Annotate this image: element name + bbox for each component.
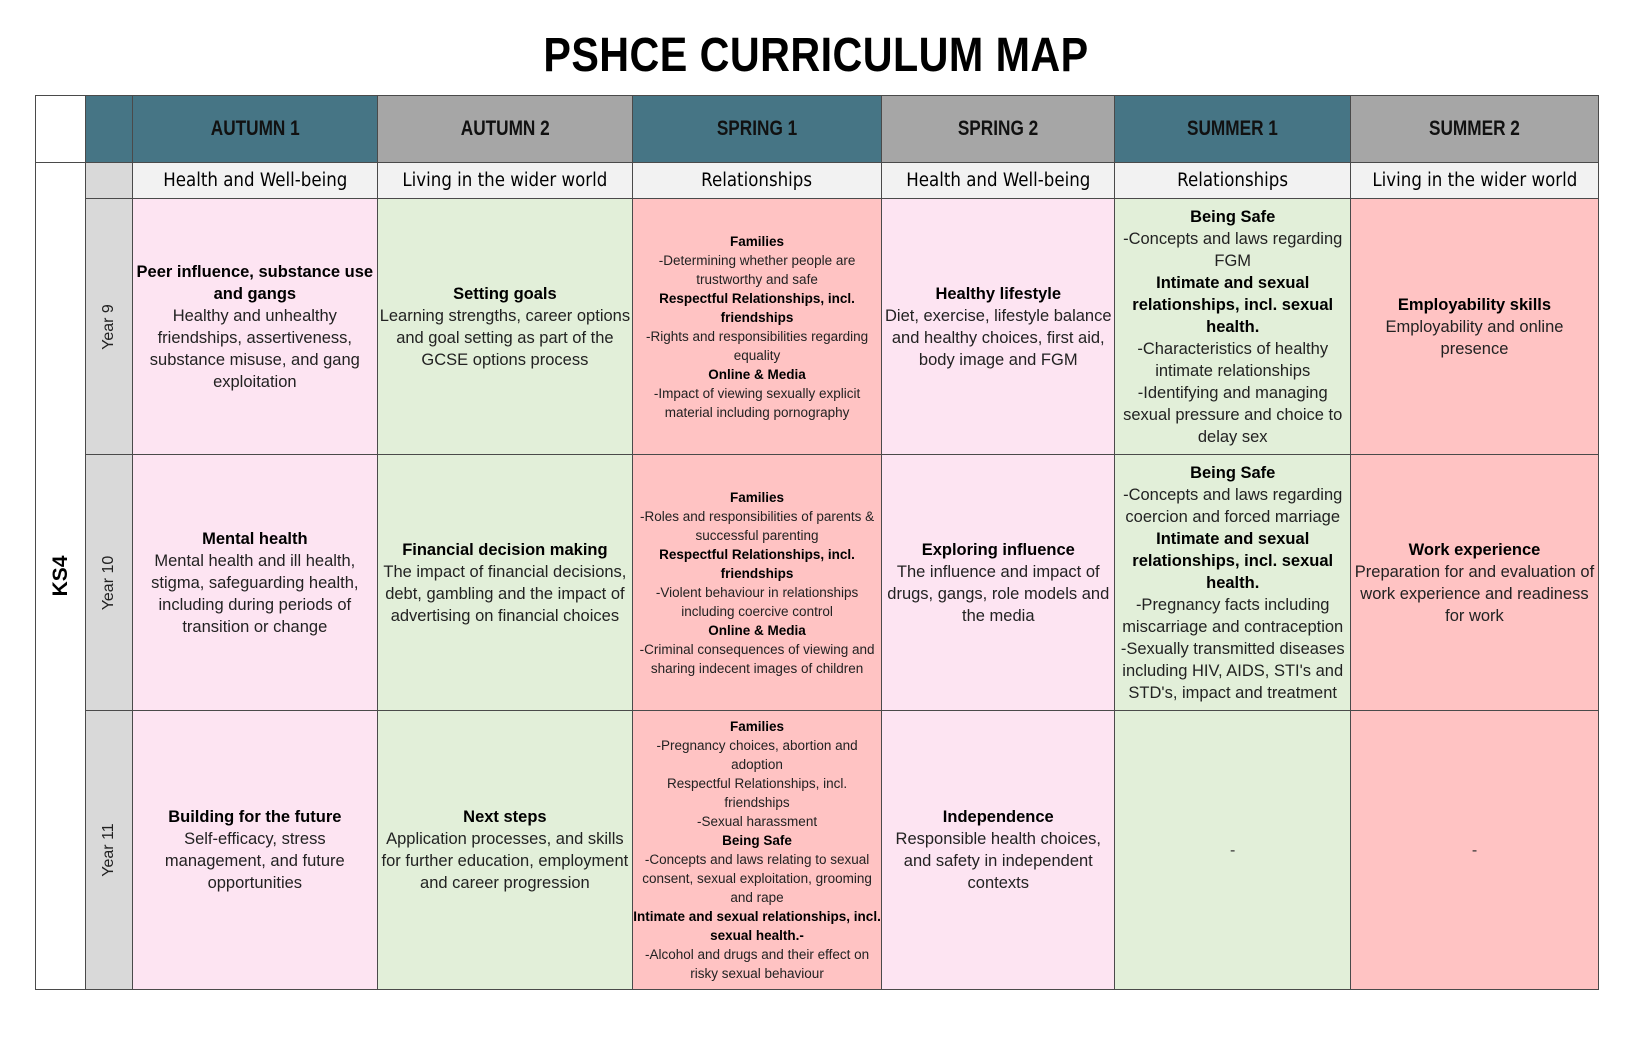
topic-line: -Determining whether people are trustworthy and safe <box>658 252 856 287</box>
y10-autumn-2: Financial decision making The impact of financial decisions, debt, gambling and the impact of advertising on financial choices <box>377 455 632 711</box>
y9-autumn-1: Peer influence, substance use and gangs Healthy and unhealthy friendships, assertiveness, substance misuse, and gang exploitation <box>132 199 377 455</box>
y10-spring-2: Exploring influence The influence and impact of drugs, gangs, role models and the media <box>882 455 1115 711</box>
y10-spring-1 <box>633 455 882 711</box>
topic-heading: Intimate and sexual relationships, incl. sexual health.- <box>633 909 881 943</box>
topic-heading: Families <box>730 233 785 249</box>
y11-autumn-1: Building for the future Self-efficacy, stress management, and future opportunities <box>132 711 377 990</box>
y9-spring-1 <box>633 199 882 455</box>
y10-summer-1 <box>1115 455 1350 711</box>
topic-line: Respectful Relationships, incl. friendships <box>667 776 848 810</box>
y9-summer-2: Employability skills Employability and online presence <box>1350 199 1598 455</box>
topic-line: -Violent behaviour in relationships including coercive control <box>655 584 859 619</box>
year-10-row <box>36 455 1599 711</box>
year-9-row <box>36 199 1599 455</box>
key-stage-label: KS4 <box>36 163 86 990</box>
y10-summer-2: Work experience Preparation for and evaluation of work experience and readiness for work <box>1350 455 1598 711</box>
topic-line: -Roles and responsibilities of parents & successful parenting <box>639 508 875 543</box>
y11-summer-1 <box>1115 711 1350 990</box>
topic-heading: Respectful Relationships, incl. friendships <box>659 546 855 581</box>
topic-line: -Characteristics of healthy intimate relationships <box>1137 339 1329 380</box>
topic-line: -Impact of viewing sexually explicit material including pornography <box>653 385 861 420</box>
y11-autumn-2: Next steps Application processes, and skills for further education, employment and career progression <box>377 711 632 990</box>
topic-line: -Sexual harassment <box>697 814 818 829</box>
topic-line: -Sexually transmitted diseases including HIV, AIDS, STI's and STD's, impact and treatment <box>1120 639 1345 702</box>
term-header-row <box>36 96 1599 163</box>
y9-autumn-2: Setting goals Learning strengths, career options and goal setting as part of the GCSE options process <box>377 199 632 455</box>
y10-autumn-1: Mental health Mental health and ill health, stigma, safeguarding health, including during periods of transition or change <box>132 455 377 711</box>
term-autumn-2: AUTUMN 2 <box>377 96 632 163</box>
page-title: PSHCE CURRICULUM MAP <box>543 29 1089 82</box>
theme-autumn-2: Living in the wider world <box>377 163 632 199</box>
theme-summer-2: Living in the wider world <box>1350 163 1598 199</box>
topic-line: -Pregnancy facts including miscarriage and contraception <box>1122 595 1344 636</box>
empty-placeholder: - <box>1230 841 1236 859</box>
empty-placeholder: - <box>1471 841 1478 859</box>
topic-heading: Online & Media <box>708 366 806 382</box>
term-autumn-1: AUTUMN 1 <box>132 96 377 163</box>
topic-heading: Being Safe <box>1190 463 1276 482</box>
y9-summer-1 <box>1115 199 1350 455</box>
theme-spacer <box>86 163 133 199</box>
term-summer-1: SUMMER 1 <box>1115 96 1350 163</box>
topic-heading: Online & Media <box>708 622 806 638</box>
topic-heading: Intimate and sexual relationships, incl. sexual health. <box>1132 529 1334 592</box>
curriculum-table <box>35 95 1599 990</box>
year-11-row <box>36 711 1599 990</box>
topic-heading: Families <box>730 489 785 505</box>
corner-cell <box>36 96 86 163</box>
topic-line: -Alcohol and drugs and their effect on risky sexual behaviour <box>644 947 870 981</box>
theme-autumn-1: Health and Well-being <box>132 163 377 199</box>
y11-summer-2 <box>1350 711 1598 990</box>
topic-heading: Intimate and sexual relationships, incl. sexual health. <box>1132 273 1334 336</box>
topic-line: -Pregnancy choices, abortion and adoption <box>656 738 858 772</box>
topic-line: -Rights and responsibilities regarding equality <box>645 328 869 363</box>
theme-summer-1: Relationships <box>1115 163 1350 199</box>
y11-spring-1 <box>633 711 882 990</box>
topic-heading: Respectful Relationships, incl. friendships <box>659 290 855 325</box>
year-label: Year 11 <box>86 711 133 990</box>
topic-line: -Concepts and laws regarding FGM <box>1123 229 1343 270</box>
topic-line: -Identifying and managing sexual pressure and choice to delay sex <box>1123 383 1343 446</box>
topic-line: -Criminal consequences of viewing and sharing indecent images of children <box>639 641 875 676</box>
y11-spring-2: Independence Responsible health choices, and safety in independent contexts <box>882 711 1115 990</box>
header-spacer <box>86 96 133 163</box>
theme-row <box>36 163 1599 199</box>
theme-spring-1: Relationships <box>633 163 882 199</box>
term-spring-1: SPRING 1 <box>633 96 882 163</box>
term-summer-2: SUMMER 2 <box>1350 96 1598 163</box>
topic-heading: Families <box>730 719 785 734</box>
y9-spring-2: Healthy lifestyle Diet, exercise, lifestyle balance and healthy choices, first aid, body image and FGM <box>882 199 1115 455</box>
topic-heading: Being Safe <box>1190 207 1276 226</box>
topic-heading: Being Safe <box>722 833 792 848</box>
year-label: Year 9 <box>86 199 133 455</box>
topic-line: -Concepts and laws relating to sexual consent, sexual exploitation, grooming and rape <box>642 852 872 905</box>
theme-spring-2: Health and Well-being <box>882 163 1115 199</box>
term-spring-2: SPRING 2 <box>882 96 1115 163</box>
year-label: Year 10 <box>86 455 133 711</box>
topic-line: -Concepts and laws regarding coercion and forced marriage <box>1123 485 1343 526</box>
